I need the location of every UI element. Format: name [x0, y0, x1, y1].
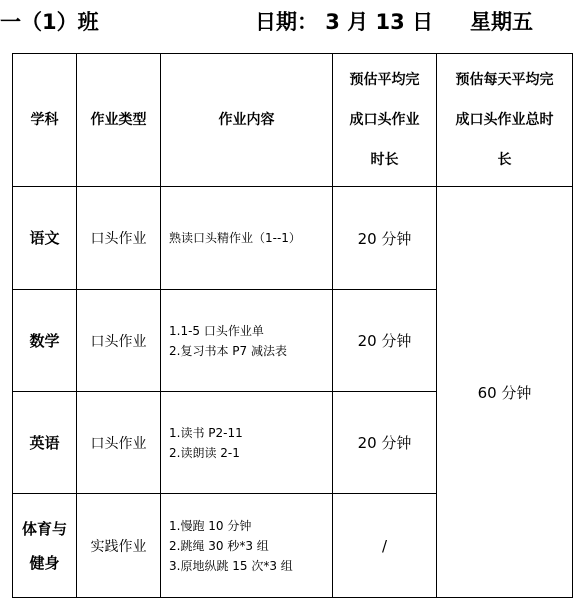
subject-cell [13, 187, 77, 290]
header-total-line: 长 [497, 152, 512, 168]
subject-text: 体育与 [21, 519, 67, 538]
header-row [13, 54, 573, 187]
type-cell: 口头作业 [77, 290, 161, 392]
type-cell: 实践作业 [77, 494, 161, 598]
subject-text: 英语 [29, 433, 60, 452]
content-cell [161, 187, 333, 290]
subject-text: 语文 [29, 229, 60, 247]
subject-cell [13, 290, 77, 392]
header-content: 作业内容 [161, 54, 333, 187]
total-cell: 60 分钟 [437, 187, 573, 598]
duration-cell: 20 分钟 [333, 187, 437, 290]
content-line: 2.读朗读 2-1 [169, 445, 240, 460]
header-type: 作业类型 [77, 54, 161, 187]
content-cell [161, 494, 333, 598]
content-line: 1.读书 P2-11 [169, 425, 243, 440]
content-line: 1.1-5 口头作业单 [169, 323, 264, 338]
header-subject: 学科 [13, 54, 77, 187]
header-total-line: 预估每天平均完 [455, 72, 554, 88]
header-duration-line: 成口头作业 [349, 112, 420, 128]
subject-text: 健身 [29, 553, 60, 572]
subject-cell [13, 392, 77, 494]
content-line: 1.慢跑 10 分钟 [169, 518, 252, 533]
header-duration [333, 54, 437, 187]
homework-table [12, 53, 573, 598]
content-line: 2.跳绳 30 秒*3 组 [169, 538, 269, 553]
content-line: 2.复习书本 P7 减法表 [169, 343, 287, 358]
header-total-line: 成口头作业总时 [455, 112, 554, 128]
date-label: 日期： 3 月 13 日 [255, 10, 434, 34]
content-cell [161, 290, 333, 392]
header-duration-line: 时长 [370, 152, 399, 168]
content-line: 3.原地纵跳 15 次*3 组 [169, 558, 293, 573]
header-duration-line: 预估平均完 [349, 72, 420, 88]
subject-text: 数学 [29, 331, 60, 350]
subject-cell [13, 494, 77, 598]
content-cell [161, 392, 333, 494]
header-total [437, 54, 573, 187]
table-row [13, 187, 573, 290]
duration-cell: / [333, 494, 437, 598]
type-cell: 口头作业 [77, 187, 161, 290]
duration-cell: 20 分钟 [333, 392, 437, 494]
weekday-label: 星期五 [470, 10, 533, 34]
class-name: 一（1）班 [0, 10, 99, 34]
content-line: 熟读口头精作业（1--1） [169, 231, 301, 245]
type-cell: 口头作业 [77, 392, 161, 494]
duration-cell: 20 分钟 [333, 290, 437, 392]
